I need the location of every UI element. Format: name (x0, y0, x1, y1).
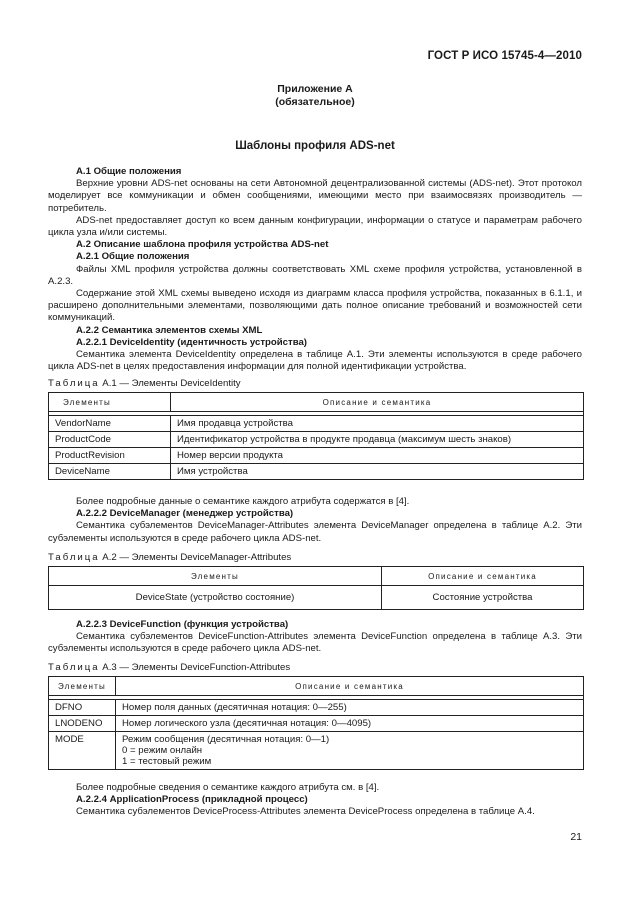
table-cell: Состояние устройства (382, 586, 584, 610)
table-header-row (49, 677, 584, 696)
table-cell: LNODENO (49, 716, 116, 732)
table-cell (116, 732, 584, 770)
heading-a221: А.2.2.1 DeviceIdentity (идентичность устройства) (76, 336, 307, 348)
paragraph-a1-1: Верхние уровни ADS-net основаны на сети Автономной децентрализованной системы (ADS-net). Этот протокол моделирует все коммуникации и обмен сообщениями, имеющими место при взаимосвязях производитель — потребитель. (48, 178, 582, 214)
table-cell: DFNO (49, 700, 116, 716)
paragraph-a21-1: Файлы XML профиля устройства должны соответствовать XML схеме профиля устройства, установленной в А.2.3. (48, 263, 582, 287)
table1-caption-word: Таблица (48, 378, 100, 389)
table-row (49, 432, 584, 448)
table1-caption (48, 378, 582, 390)
table-device-function (48, 676, 584, 770)
section-a224 (48, 782, 582, 819)
column-header: Элементы (49, 567, 382, 586)
heading-a222: А.2.2.2 DeviceManager (менеджер устройства) (76, 508, 294, 520)
heading-a22: А.2.2 Семантика элементов схемы XML (76, 324, 263, 336)
table-row (49, 448, 584, 464)
annex-title: Приложение А (277, 83, 353, 95)
section-a1 (48, 166, 582, 373)
paragraph-t3-note: Более подробные сведения о семантике каждого атрибута см. в [4]. (76, 782, 380, 793)
table2-caption-text: А.2 — Элементы DeviceManager-Attributes (102, 552, 292, 563)
table2-caption-word: Таблица (48, 552, 100, 563)
section-title: Шаблоны профиля ADS-net (235, 140, 395, 152)
table-device-identity (48, 392, 584, 480)
column-header: Описание и семантика (171, 393, 584, 412)
heading-a223: А.2.2.3 DeviceFunction (функция устройства) (76, 619, 289, 630)
table-cell: Номер версии продукта (171, 448, 584, 464)
page-number: 21 (570, 831, 582, 843)
table3-caption-word: Таблица (48, 662, 100, 673)
table-row (49, 586, 584, 610)
table-row (49, 416, 584, 432)
heading-a1: А.1 Общие положения (76, 166, 182, 177)
heading-a224: А.2.2.4 ApplicationProcess (прикладной процесс) (76, 794, 308, 806)
table2-caption (48, 552, 582, 564)
paragraph-a224: Семантика субэлементов DeviceProcess-Attributes элемента DeviceProcess определена в таблице А.4. (76, 806, 535, 818)
table3-caption-text: А.3 — Элементы DeviceFunction-Attributes (102, 662, 291, 673)
paragraph-a1-2: ADS-net предоставляет доступ ко всем данным конфигурации, информации о статусе и параметрам рабочего цикла узла и/или системы. (48, 214, 582, 239)
table-cell: ProductRevision (49, 448, 171, 464)
table-cell: Номер логического узла (десятичная нотация: 0—4095) (116, 716, 584, 732)
heading-a21: А.2.1 Общие положения (76, 251, 190, 263)
table-device-manager (48, 566, 584, 610)
section-a223 (48, 619, 582, 656)
table-row (49, 732, 584, 770)
paragraph-a221: Семантика элемента DeviceIdentity определена в таблице А.1. Эти элементы используются в среде рабочего цикла ADS-net в целях предоставления информации для полной идентификации устройства. (48, 349, 582, 373)
table-row (49, 700, 584, 716)
table-cell: Идентификатор устройства в продукте продавца (максимум шесть знаков) (171, 432, 584, 448)
column-header: Описание и семантика (382, 567, 584, 586)
table-cell: MODE (49, 732, 116, 770)
table-cell: Имя продавца устройства (171, 416, 584, 432)
table-cell: DeviceState (устройство состояние) (49, 586, 382, 610)
paragraph-a21-2: Содержание этой XML схемы выведено исходя из диаграмм класса профиля устройства, показанных в 6.1.1, и расширено дополнительными элементами, позволяющими дать полное описание требований и возможностей сети коммуникаций. (48, 288, 582, 324)
paragraph-a223: Семантика субэлементов DeviceFunction-Attributes элемента DeviceFunction определена в таблице А.3. Эти субэлементы используются в среде рабочего цикла ADS-net. (48, 631, 582, 655)
heading-a2: А.2 Описание шаблона профиля устройства ADS-net (76, 239, 329, 251)
table-row (49, 716, 584, 732)
column-header: Элементы (49, 393, 171, 412)
table-header-row (49, 567, 584, 586)
table-cell: DeviceName (49, 464, 171, 480)
table-cell: VendorName (49, 416, 171, 432)
section-a222 (48, 496, 582, 545)
table-cell: ProductCode (49, 432, 171, 448)
annex-subtitle: (обязательное) (275, 96, 355, 108)
cell-line: 1 = тестовый режим (122, 756, 212, 767)
paragraph-a222: Семантика субэлементов DeviceManager-Attributes элемента DeviceManager определена в таблице А.2. Эти субэлементы используются в среде рабочего цикла ADS-net. (48, 520, 582, 544)
document-header: ГОСТ Р ИСО 15745-4—2010 (427, 50, 582, 62)
column-header: Описание и семантика (116, 677, 584, 696)
paragraph-t1-note: Более подробные данные о семантике каждого атрибута содержатся в [4]. (76, 496, 410, 507)
table3-caption (48, 662, 582, 674)
table-header-row (49, 393, 584, 412)
table-row (49, 464, 584, 480)
table-cell: Имя устройства (171, 464, 584, 480)
cell-line: Режим сообщения (десятичная нотация: 0—1) (122, 734, 330, 745)
cell-line: 0 = режим онлайн (122, 745, 203, 756)
column-header: Элементы (49, 677, 116, 696)
table1-caption-text: А.1 — Элементы DeviceIdentity (102, 378, 241, 389)
table-cell: Номер поля данных (десятичная нотация: 0—255) (116, 700, 584, 716)
